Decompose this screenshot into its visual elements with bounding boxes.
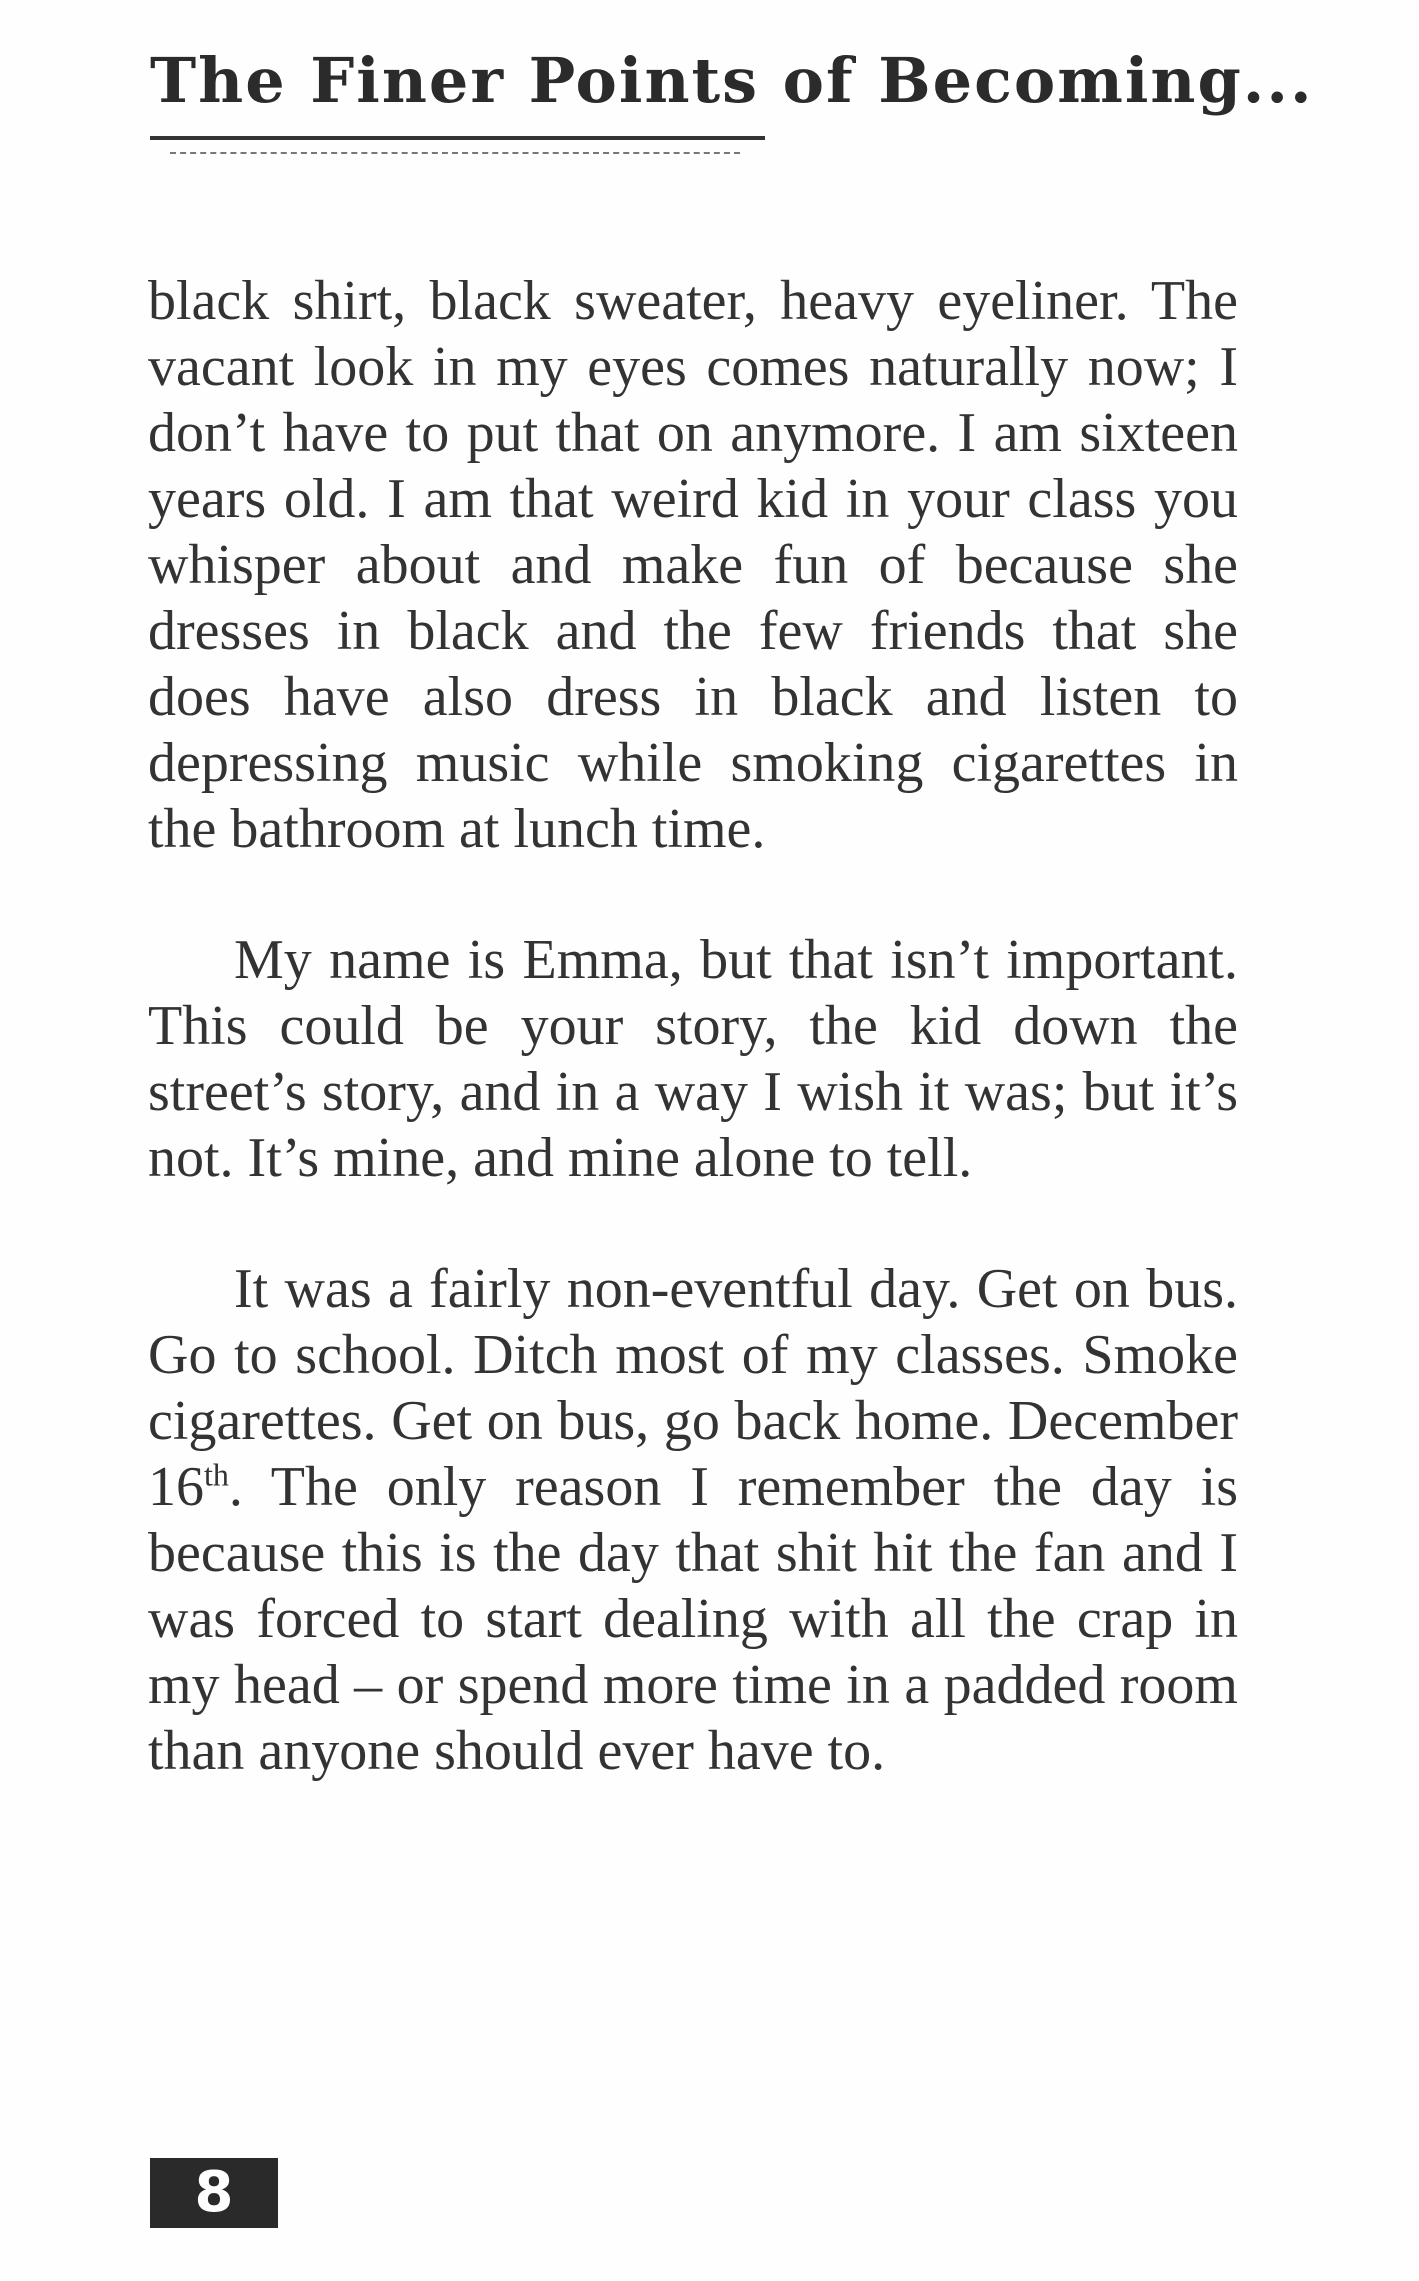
paragraph-2: My name is Emma, but that isn’t important. This could be your story, the kid down the street’s story, and in a way I wish it was; but it’s not. It’s mine, and mine alone to tell.: [148, 929, 1238, 1189]
header-rule-dashed: [170, 152, 740, 154]
page-number-box: [150, 2158, 278, 2228]
paragraph-3: [148, 1256, 1238, 1784]
running-header-title: The Finer Points of Becoming...: [150, 44, 1314, 117]
page-number: 8: [194, 2160, 234, 2225]
header-rule: [150, 136, 765, 140]
paragraph-3-before-date: It was a fairly non-eventful day. Get on bus. Go to school. Ditch most of my classes. Smoke cigarettes. Get on bus, go back home. December 16: [148, 1258, 1238, 1518]
running-header: [150, 44, 1314, 117]
paragraph-3-after-date: . The only reason I remember the day is because this is the day that shit hit the fan and I was forced to start dealing with all the crap in my head – or spend more time in a padded room than anyone should ever have to.: [148, 1456, 1238, 1782]
paragraph-1: black shirt, black sweater, heavy eyeliner. The vacant look in my eyes comes naturally now; I don’t have to put that on anymore. I am sixteen years old. I am that weird kid in your class you whisper about and make fun of because she dresses in black and the few friends that she does have also dress in black and listen to depressing music while smoking cigarettes in the bathroom at lunch time.: [148, 270, 1238, 860]
body-text: [148, 268, 1238, 1849]
date-ordinal-suffix: th: [204, 1456, 229, 1493]
